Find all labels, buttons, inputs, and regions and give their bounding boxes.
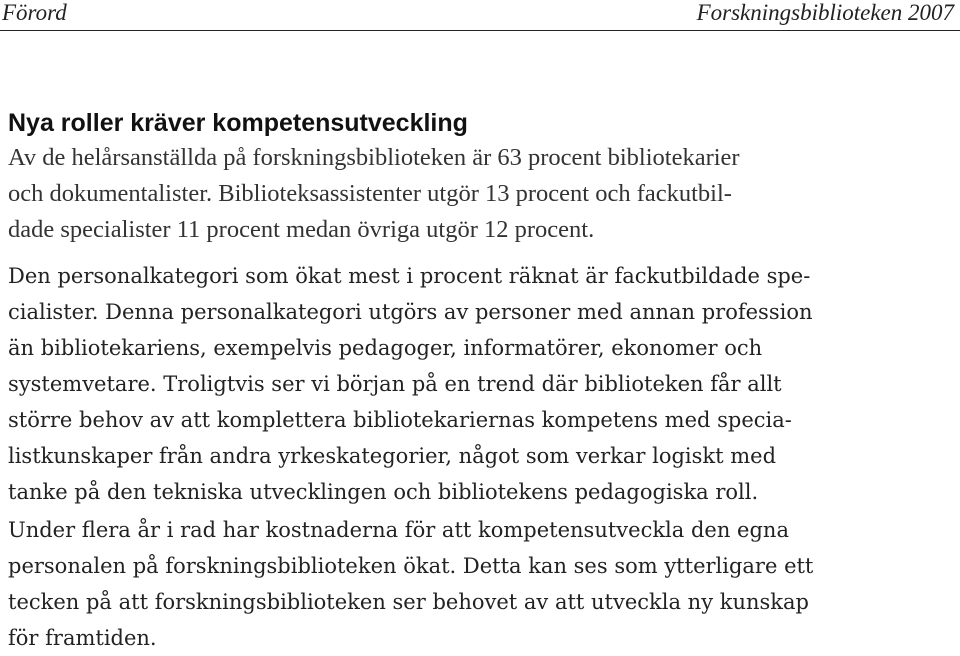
paragraph-1-line-3: dade specialister 11 procent medan övriga utgör 12 procent. xyxy=(8,216,595,243)
header-publication-title: Forskningsbiblioteken 2007 xyxy=(696,0,954,25)
paragraph-3-line-4: för framtiden. xyxy=(8,626,157,650)
paragraph-2-line-5: större behov av att komplettera bibliotekariernas kompetens med specia- xyxy=(8,408,792,432)
paragraph-2 xyxy=(8,258,952,510)
paragraph-2-line-3: än bibliotekariens, exempelvis pedagoger, informatörer, ekonomer och xyxy=(8,336,763,360)
paragraph-2-line-6: listkunskaper från andra yrkeskategorier, något som verkar logiskt med xyxy=(8,444,777,468)
section-heading: Nya roller kräver kompetensutveckling xyxy=(8,109,468,137)
paragraph-3-line-2: personalen på forskningsbiblioteken ökat. Detta kan ses som ytterligare ett xyxy=(8,554,814,578)
paragraph-1-line-1: Av de helårsanställda på forskningsbiblioteken är 63 procent bibliotekarier xyxy=(8,144,740,171)
running-header xyxy=(0,0,960,31)
paragraph-1-line-2: och dokumentalister. Biblioteksassistenter utgör 13 procent och fackutbil- xyxy=(8,180,732,207)
paragraph-3 xyxy=(8,512,952,656)
paragraph-2-line-2: cialister. Denna personalkategori utgörs av personer med annan profession xyxy=(8,300,813,324)
header-section-title: Förord xyxy=(2,0,67,25)
paragraph-1 xyxy=(8,140,952,248)
paragraph-3-line-1: Under flera år i rad har kostnaderna för att kompetensutveckla den egna xyxy=(8,518,789,542)
paragraph-2-line-4: systemvetare. Troligtvis ser vi början på en trend där biblioteken får allt xyxy=(8,372,782,396)
paragraph-3-line-3: tecken på att forskningsbiblioteken ser behovet av att utveckla ny kunskap xyxy=(8,590,809,614)
paragraph-2-line-1: Den personalkategori som ökat mest i procent räknat är fackutbildade spe- xyxy=(8,264,811,288)
paragraph-2-line-7: tanke på den tekniska utvecklingen och bibliotekens pedagogiska roll. xyxy=(8,480,759,504)
